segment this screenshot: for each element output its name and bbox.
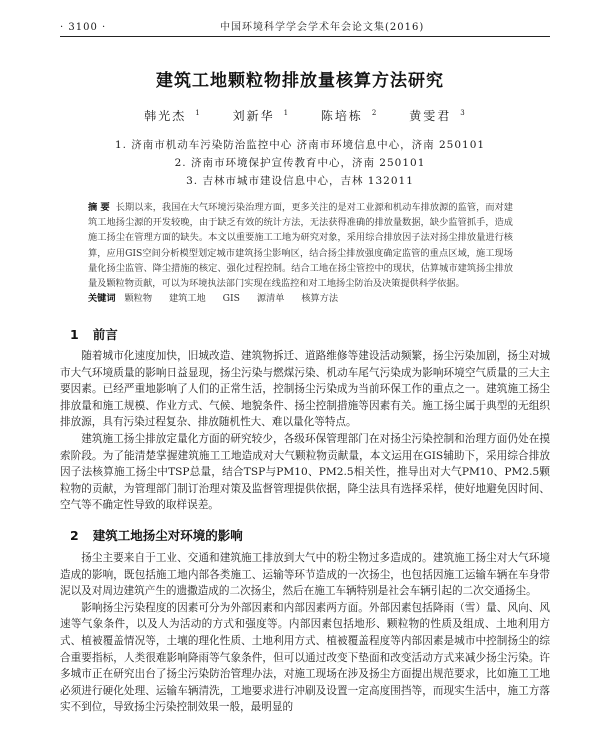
page-number: · 3100 ·	[60, 22, 107, 33]
keyword: 建筑工地	[168, 293, 206, 304]
paragraph: 建筑施工扬尘排放定量化方面的研究较少，各级环保管理部门在对扬尘污染控制和治理方面仍处在摸索阶段。为了能清楚掌握建筑施工工地造成对大气颗粒物贡献量，本文运用在GIS辅助下，采用综合排放因子法核算施工扬尘中TSP总量，结合TSP与PM10、PM2.5相关性，推导出对大气PM10、PM2.5颗粒物的贡献，为管理部门制订治理对策及监督管理提供依据，降尘法具有选择采样，使好地避免因时间、空气等不确定性导致的取样误差。	[60, 432, 550, 512]
author: 韩光杰 $^1$	[144, 109, 200, 123]
keyword: 核算方法	[301, 293, 339, 304]
paragraph: 随着城市化速度加快，旧城改造、建筑物拆迁、道路维修等建设活动频繁，扬尘污染加剧，扬尘对城市大气环境质量的影响日益显现，扬尘污染与燃煤污染、机动车尾气污染成为影响环境空气质量的三大主要因素。已经严重地影响了人们的正常生活，控制扬尘污染成为当前环保工作的重点之一。建筑施工扬尘排放量和施工规模、作业方式、气候、地貌条件、扬尘控制措施等因素有关。施工扬尘属于典型的无组织排放源，具有污染过程复杂、排放随机性大、难以量化等特点。	[60, 350, 550, 429]
journal-name: 中国环境科学学会学术年会论文集(2016)	[220, 22, 425, 33]
affiliation: 2. 济南市环境保护宣传教育中心，济南 250101	[174, 157, 426, 169]
keywords-label: 关键词	[88, 293, 116, 304]
author: 陈培栋 $^2$	[320, 109, 377, 123]
keyword: 颗粒物	[124, 293, 153, 304]
affiliation: 3. 吉林市城市建设信息中心，吉林 132011	[186, 175, 414, 187]
section-body	[60, 550, 550, 716]
section-heading: 1 前言	[70, 327, 118, 342]
section-body	[60, 348, 550, 514]
abstract-text: 长期以来，我国在大气环境污染治理方面，更多关注的是对工业源和机动车排放源的监管，而对建筑工地扬尘源的开发较晚，由于缺乏有效的统计方法，无法获得准确的排放量数据，缺少监管抓手，造成施工扬尘在管理方面的缺失。本文以重要施工工地为研究对象，采用综合排放因子法对扬尘排放量进行核算，应用GIS空间分析模型划定城市建筑扬尘影响区，结合扬尘排放强度确定监管的重点区域，施工现场量化扬尘监管、降尘措施的核定、强化过程控制。结合工地在扬尘管控中的现状，估算城市建筑扬尘排放量及颗粒物贡献，可以为环境执法部门实现在线监控和对工地扬尘防治及决策提供科学依据。	[88, 202, 513, 290]
paragraph: 影响扬尘污染程度的因素可分为外部因素和内部因素两方面。外部因素包括降雨（雪）量、风向、风速等气象条件，以及人为活动的方式和强度等。内部因素包括地形、颗粒物的性质及组成、土地利用方式、植被覆盖情况等，土壤的理化性质、土地利用方式、植被覆盖程度等内部因素是城市中控制扬尘的综合重要指标，人类很难影响降雨等气象条件，但可以通过改变下垫面和改变活动方式来减少扬尘污染。许多城市正在研究出台了扬尘污染防治管理办法，对施工现场在涉及扬尘方面提出规范要求，比如施工工地必须进行硬化处理、运输车辆清洗，工地要求进行冲刷及设置一定高度围挡等，而现实生活中，施工方落实不到位，导致扬尘污染控制效果一般，最明显的	[60, 601, 550, 714]
keywords	[88, 292, 513, 306]
keyword: 源清单	[256, 293, 285, 304]
author: 黄雯君 $^3$	[409, 109, 465, 123]
section-heading: 2 建筑工地扬尘对环境的影响	[70, 528, 243, 543]
affiliation: 1. 济南市机动车污染防治监控中心 济南市环境信息中心，济南 250101	[114, 139, 486, 151]
running-header	[60, 22, 550, 37]
author-list	[0, 107, 600, 124]
abstract-label: 摘 要	[88, 202, 110, 213]
author: 刘新华 $^1$	[232, 109, 289, 123]
paragraph: 扬尘主要来自于工业、交通和建筑施工排放到大气中的粉尘物过多造成的。建筑施工扬尘对大气环境造成的影响，既包括施工地内部各类施工、运输等环节造成的一次扬尘，也包括因施工运输车辆在车身带泥以及对周边建筑产生的遗撒造成的二次扬尘，然后在施工车辆特别是社会车辆引起的二次交通扬尘。	[60, 552, 550, 598]
abstract	[88, 200, 513, 291]
keyword: GIS	[222, 293, 240, 304]
paper-title: 建筑工地颗粒物排放量核算方法研究	[156, 71, 444, 91]
